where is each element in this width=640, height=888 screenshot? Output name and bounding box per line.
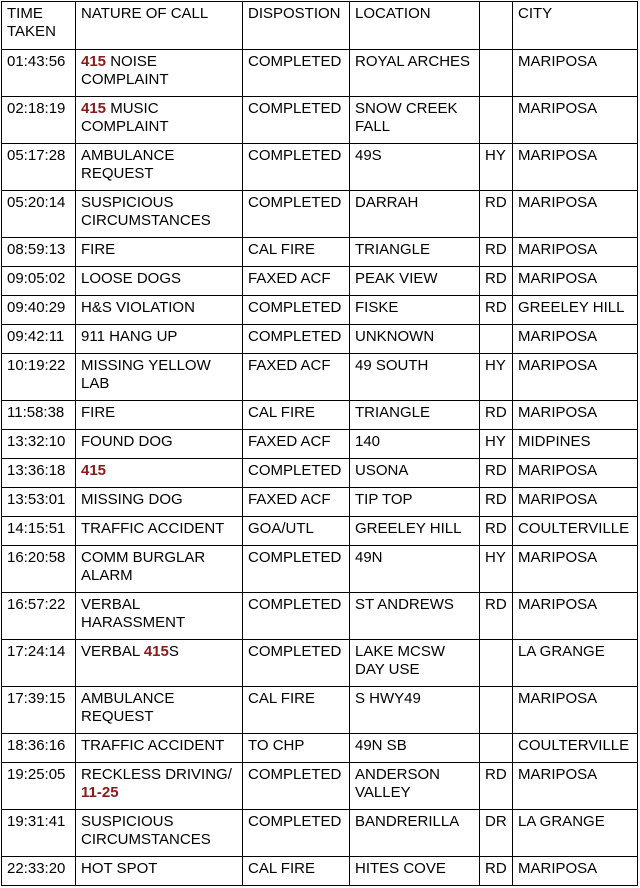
header-city: CITY bbox=[513, 2, 638, 50]
cell-time: 17:39:15 bbox=[2, 687, 76, 734]
cell-nature bbox=[76, 857, 243, 886]
cell-nature bbox=[76, 640, 243, 687]
cell-location: BANDRERILLA bbox=[350, 810, 480, 857]
cell-nature bbox=[76, 430, 243, 459]
cell-suffix: RD bbox=[480, 488, 513, 517]
header-disposition: DISPOSTION bbox=[243, 2, 350, 50]
cell-city: LA GRANGE bbox=[513, 810, 638, 857]
code-highlight: 415 bbox=[81, 100, 107, 117]
cell-city: MARIPOSA bbox=[513, 50, 638, 97]
table-row bbox=[2, 734, 638, 763]
cell-location: ST ANDREWS bbox=[350, 593, 480, 640]
nature-text: MISSING YELLOW LAB bbox=[81, 357, 211, 392]
cell-suffix: HY bbox=[480, 430, 513, 459]
code-highlight: 415 bbox=[143, 643, 169, 660]
cell-location: 49N SB bbox=[350, 734, 480, 763]
cell-nature bbox=[76, 488, 243, 517]
cell-location: USONA bbox=[350, 459, 480, 488]
nature-text: VERBAL HARASSMENT bbox=[81, 596, 186, 631]
nature-text: FIRE bbox=[81, 404, 116, 421]
cell-location: TRIANGLE bbox=[350, 238, 480, 267]
cell-time: 05:20:14 bbox=[2, 191, 76, 238]
cell-location: DARRAH bbox=[350, 191, 480, 238]
cell-disposition: FAXED ACF bbox=[243, 354, 350, 401]
cell-city: MARIPOSA bbox=[513, 763, 638, 810]
cell-disposition: COMPLETED bbox=[243, 144, 350, 191]
call-log-table bbox=[1, 1, 638, 886]
cell-location: LAKE MCSW DAY USE bbox=[350, 640, 480, 687]
cell-location: 49 SOUTH bbox=[350, 354, 480, 401]
cell-suffix bbox=[480, 50, 513, 97]
cell-city: MARIPOSA bbox=[513, 459, 638, 488]
cell-nature bbox=[76, 810, 243, 857]
cell-city: MARIPOSA bbox=[513, 857, 638, 886]
nature-text: S bbox=[168, 643, 179, 660]
table-row bbox=[2, 296, 638, 325]
cell-nature bbox=[76, 687, 243, 734]
cell-location: ANDERSON VALLEY bbox=[350, 763, 480, 810]
cell-time: 19:25:05 bbox=[2, 763, 76, 810]
cell-suffix: RD bbox=[480, 763, 513, 810]
table-row bbox=[2, 267, 638, 296]
cell-nature bbox=[76, 593, 243, 640]
cell-time: 09:05:02 bbox=[2, 267, 76, 296]
cell-suffix bbox=[480, 640, 513, 687]
table-row bbox=[2, 191, 638, 238]
cell-time: 02:18:19 bbox=[2, 97, 76, 144]
cell-disposition: COMPLETED bbox=[243, 325, 350, 354]
cell-city: MARIPOSA bbox=[513, 687, 638, 734]
cell-nature bbox=[76, 401, 243, 430]
nature-text: LOOSE DOGS bbox=[81, 270, 182, 287]
cell-location: SNOW CREEK FALL bbox=[350, 97, 480, 144]
cell-disposition: FAXED ACF bbox=[243, 267, 350, 296]
cell-suffix: HY bbox=[480, 354, 513, 401]
table-row bbox=[2, 238, 638, 267]
cell-location: TIP TOP bbox=[350, 488, 480, 517]
cell-suffix bbox=[480, 687, 513, 734]
nature-text: 911 HANG UP bbox=[81, 328, 178, 345]
cell-nature bbox=[76, 354, 243, 401]
cell-disposition: COMPLETED bbox=[243, 191, 350, 238]
cell-time: 11:58:38 bbox=[2, 401, 76, 430]
cell-disposition: COMPLETED bbox=[243, 810, 350, 857]
header-time-taken: TIME TAKEN bbox=[2, 2, 76, 50]
cell-time: 14:15:51 bbox=[2, 517, 76, 546]
nature-text: HOT SPOT bbox=[81, 860, 158, 877]
table-row bbox=[2, 687, 638, 734]
code-highlight: 415 bbox=[81, 462, 107, 479]
nature-text: COMM BURGLAR ALARM bbox=[81, 549, 206, 584]
cell-time: 13:36:18 bbox=[2, 459, 76, 488]
table-row bbox=[2, 517, 638, 546]
cell-disposition: COMPLETED bbox=[243, 97, 350, 144]
cell-disposition: COMPLETED bbox=[243, 459, 350, 488]
cell-location: UNKNOWN bbox=[350, 325, 480, 354]
cell-city: GREELEY HILL bbox=[513, 296, 638, 325]
cell-suffix: DR bbox=[480, 810, 513, 857]
nature-text: SUSPICIOUS CIRCUMSTANCES bbox=[81, 813, 211, 848]
table-row bbox=[2, 546, 638, 593]
cell-disposition: GOA/UTL bbox=[243, 517, 350, 546]
code-highlight: 11-25 bbox=[81, 784, 119, 801]
cell-location: S HWY49 bbox=[350, 687, 480, 734]
header-row bbox=[2, 2, 638, 50]
cell-time: 01:43:56 bbox=[2, 50, 76, 97]
cell-disposition: FAXED ACF bbox=[243, 430, 350, 459]
cell-time: 05:17:28 bbox=[2, 144, 76, 191]
table-row bbox=[2, 401, 638, 430]
table-row bbox=[2, 144, 638, 191]
cell-time: 18:36:16 bbox=[2, 734, 76, 763]
cell-nature bbox=[76, 50, 243, 97]
cell-time: 19:31:41 bbox=[2, 810, 76, 857]
cell-suffix: HY bbox=[480, 144, 513, 191]
cell-suffix: RD bbox=[480, 459, 513, 488]
cell-nature bbox=[76, 546, 243, 593]
cell-nature bbox=[76, 325, 243, 354]
nature-text: RECKLESS DRIVING/ bbox=[81, 766, 232, 783]
cell-disposition: CAL FIRE bbox=[243, 857, 350, 886]
cell-suffix bbox=[480, 734, 513, 763]
cell-nature bbox=[76, 459, 243, 488]
cell-suffix: RD bbox=[480, 267, 513, 296]
cell-nature bbox=[76, 267, 243, 296]
cell-city: MARIPOSA bbox=[513, 238, 638, 267]
cell-city: MARIPOSA bbox=[513, 593, 638, 640]
nature-text: TRAFFIC ACCIDENT bbox=[81, 737, 225, 754]
nature-text: NOISE COMPLAINT bbox=[81, 53, 169, 88]
code-highlight: 415 bbox=[81, 53, 107, 70]
cell-city: MARIPOSA bbox=[513, 191, 638, 238]
cell-suffix: HY bbox=[480, 546, 513, 593]
table-row bbox=[2, 97, 638, 144]
cell-time: 09:42:11 bbox=[2, 325, 76, 354]
nature-text: SUSPICIOUS CIRCUMSTANCES bbox=[81, 194, 211, 229]
cell-suffix: RD bbox=[480, 238, 513, 267]
cell-city: MARIPOSA bbox=[513, 325, 638, 354]
header-nature-of-call: NATURE OF CALL bbox=[76, 2, 243, 50]
cell-disposition: COMPLETED bbox=[243, 546, 350, 593]
cell-city: MARIPOSA bbox=[513, 144, 638, 191]
cell-disposition: TO CHP bbox=[243, 734, 350, 763]
cell-time: 13:53:01 bbox=[2, 488, 76, 517]
cell-city: MARIPOSA bbox=[513, 488, 638, 517]
cell-suffix: RD bbox=[480, 593, 513, 640]
table-row bbox=[2, 459, 638, 488]
cell-time: 08:59:13 bbox=[2, 238, 76, 267]
cell-city: LA GRANGE bbox=[513, 640, 638, 687]
cell-nature bbox=[76, 734, 243, 763]
cell-location: 49S bbox=[350, 144, 480, 191]
cell-time: 16:20:58 bbox=[2, 546, 76, 593]
cell-suffix: RD bbox=[480, 857, 513, 886]
cell-location: 49N bbox=[350, 546, 480, 593]
table-row bbox=[2, 857, 638, 886]
cell-suffix: RD bbox=[480, 296, 513, 325]
cell-nature bbox=[76, 238, 243, 267]
cell-suffix: RD bbox=[480, 191, 513, 238]
table-row bbox=[2, 640, 638, 687]
cell-time: 09:40:29 bbox=[2, 296, 76, 325]
cell-time: 16:57:22 bbox=[2, 593, 76, 640]
cell-location: ROYAL ARCHES bbox=[350, 50, 480, 97]
cell-location: 140 bbox=[350, 430, 480, 459]
cell-disposition: COMPLETED bbox=[243, 763, 350, 810]
nature-text: MUSIC COMPLAINT bbox=[81, 100, 169, 135]
cell-disposition: CAL FIRE bbox=[243, 238, 350, 267]
cell-city: MARIPOSA bbox=[513, 401, 638, 430]
table-row bbox=[2, 430, 638, 459]
table-row bbox=[2, 354, 638, 401]
table-row bbox=[2, 593, 638, 640]
nature-text: AMBULANCE REQUEST bbox=[81, 690, 175, 725]
cell-city: MARIPOSA bbox=[513, 354, 638, 401]
nature-text: FIRE bbox=[81, 241, 116, 258]
nature-text: H&S VIOLATION bbox=[81, 299, 195, 316]
cell-disposition: CAL FIRE bbox=[243, 687, 350, 734]
cell-suffix bbox=[480, 97, 513, 144]
cell-location: FISKE bbox=[350, 296, 480, 325]
table-row bbox=[2, 50, 638, 97]
cell-time: 13:32:10 bbox=[2, 430, 76, 459]
nature-text: FOUND DOG bbox=[81, 433, 173, 450]
cell-location: HITES COVE bbox=[350, 857, 480, 886]
nature-text: VERBAL bbox=[81, 643, 144, 660]
table-row bbox=[2, 763, 638, 810]
header-location: LOCATION bbox=[350, 2, 480, 50]
cell-nature bbox=[76, 296, 243, 325]
cell-disposition: COMPLETED bbox=[243, 50, 350, 97]
cell-city: MARIPOSA bbox=[513, 267, 638, 296]
cell-nature bbox=[76, 517, 243, 546]
cell-city: COULTERVILLE bbox=[513, 517, 638, 546]
cell-suffix bbox=[480, 325, 513, 354]
cell-disposition: FAXED ACF bbox=[243, 488, 350, 517]
nature-text: MISSING DOG bbox=[81, 491, 183, 508]
cell-location: TRIANGLE bbox=[350, 401, 480, 430]
cell-city: MIDPINES bbox=[513, 430, 638, 459]
cell-time: 17:24:14 bbox=[2, 640, 76, 687]
cell-nature bbox=[76, 97, 243, 144]
cell-disposition: COMPLETED bbox=[243, 593, 350, 640]
cell-time: 10:19:22 bbox=[2, 354, 76, 401]
cell-nature bbox=[76, 191, 243, 238]
cell-city: MARIPOSA bbox=[513, 97, 638, 144]
cell-time: 22:33:20 bbox=[2, 857, 76, 886]
cell-suffix: RD bbox=[480, 401, 513, 430]
header-suffix bbox=[480, 2, 513, 50]
nature-text: AMBULANCE REQUEST bbox=[81, 147, 175, 182]
table-row bbox=[2, 488, 638, 517]
cell-nature bbox=[76, 144, 243, 191]
call-log-body bbox=[2, 50, 638, 886]
nature-text: TRAFFIC ACCIDENT bbox=[81, 520, 225, 537]
cell-disposition: CAL FIRE bbox=[243, 401, 350, 430]
cell-city: MARIPOSA bbox=[513, 546, 638, 593]
cell-disposition: COMPLETED bbox=[243, 296, 350, 325]
cell-location: PEAK VIEW bbox=[350, 267, 480, 296]
cell-nature bbox=[76, 763, 243, 810]
cell-location: GREELEY HILL bbox=[350, 517, 480, 546]
cell-suffix: RD bbox=[480, 517, 513, 546]
table-row bbox=[2, 325, 638, 354]
table-row bbox=[2, 810, 638, 857]
cell-disposition: COMPLETED bbox=[243, 640, 350, 687]
cell-city: COULTERVILLE bbox=[513, 734, 638, 763]
